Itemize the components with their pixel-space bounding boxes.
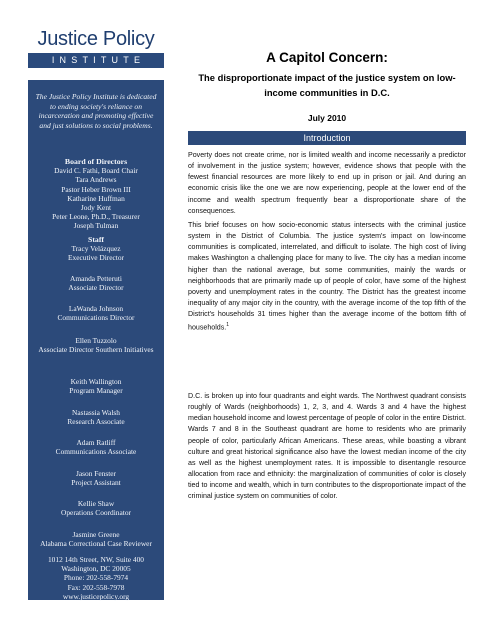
staff-role: Associate Director Southern Initiatives	[38, 345, 154, 355]
staff-role: Research Associate	[67, 417, 125, 427]
address-line: 1012 14th Street, NW, Suite 400	[47, 555, 144, 564]
website-link[interactable]: www.justicepolicy.org	[62, 591, 130, 601]
paragraph	[188, 220, 466, 334]
paragraph-text: This brief focuses on how socio-economic status intersects with the criminal justice system in the District of Columbia. The justice system's impact on low-income communities is complicated, interrelated, and difficult to isolate. The high cost of living makes Washington a challenging place for many to live. The city has a median income higher than the national average, but some communities, mainly the wards or neighborhoods that are primarily made up of people of color, have some of the highest poverty and unemployment rates in the country. The District has the greatest income inequality of any major city in the country, with the average income of the top fifth of the District's households 31 times higher than the average income of the bottom fifth of households.	[188, 221, 466, 332]
paragraph-text: Poverty does not create crime, nor is limited wealth and income necessarily a predictor of involvement in the justice system; however, evidence shows that people with the fewest financial resources are more likely to end up in prison or jail. And during an economic crisis like the one we are now experiencing, people at the lower end of the income and wealth spectrum frequently bear a disproportionate share of the consequences.	[188, 151, 466, 215]
paragraph	[188, 150, 466, 217]
staff-role: Project Assistant	[71, 478, 121, 488]
staff-entry	[30, 244, 162, 262]
phone-number: Phone: 202-558-7974	[63, 573, 129, 583]
board-member: Katharine Huffman	[67, 193, 125, 203]
board-member: Tara Andrews	[75, 175, 117, 185]
fax-number: Fax: 202-558-7978	[67, 582, 125, 592]
staff-name: LaWanda Johnson	[68, 304, 124, 313]
board-member: Peter Leone, Ph.D., Treasurer	[52, 212, 140, 222]
staff-role: Associate Director	[68, 283, 124, 293]
paragraph	[188, 391, 466, 503]
staff-role: Operations Coordinator	[61, 508, 131, 518]
section-heading-introduction: Introduction	[188, 131, 466, 145]
board-heading: Board of Directors	[64, 157, 128, 166]
board-member: Pastor Heber Brown III	[61, 184, 131, 194]
mission-statement: The Justice Policy Institute is dedicated to ending society's reliance on incarceration and promoting effective and just solutions to social problems.	[35, 92, 157, 130]
staff-entry	[30, 499, 162, 517]
staff-name: Kellie Shaw	[77, 499, 115, 508]
staff-entry	[30, 274, 162, 292]
board-member: Joseph Tulman	[73, 221, 119, 231]
address-line: Washington, DC 20005	[61, 564, 131, 574]
staff-role: Communications Director	[57, 313, 135, 323]
sidebar	[28, 80, 164, 600]
organization-logo	[28, 28, 164, 74]
document-subtitle: The disproportionate impact of the justice system on low-income communities in D.C.	[198, 72, 456, 98]
staff-name: Amanda Petteruti	[70, 274, 122, 283]
staff-name: Ellen Tuzzolo	[75, 336, 117, 345]
staff-entry	[30, 438, 162, 456]
staff-role: Communications Associate	[55, 447, 137, 457]
staff-entry	[30, 377, 162, 395]
logo-subtitle-bar: INSTITUTE	[28, 53, 164, 68]
logo-wordmark: Justice Policy	[37, 28, 155, 50]
board-of-directors	[30, 157, 162, 231]
staff-heading-block	[30, 235, 162, 244]
staff-role: Executive Director	[67, 253, 125, 263]
staff-role: Program Manager	[69, 386, 123, 396]
staff-entry	[30, 304, 162, 322]
staff-heading: Staff	[87, 235, 105, 244]
staff-name: Keith Wallington	[70, 377, 122, 386]
document-title: A Capitol Concern:	[266, 50, 388, 65]
staff-name: Jasmine Greene	[72, 530, 120, 539]
staff-entry	[30, 530, 162, 548]
staff-role: Alabama Correctional Case Reviewer	[40, 539, 152, 549]
footnote-marker[interactable]: 1	[226, 322, 230, 329]
board-member: David C. Fathi, Board Chair	[54, 166, 138, 176]
staff-name: Tracy Velázquez	[71, 244, 121, 253]
staff-name: Nastassia Walsh	[72, 408, 120, 417]
staff-name: Adam Ratliff	[76, 438, 116, 447]
document-date: July 2010	[307, 113, 347, 123]
board-member: Jody Kent	[80, 203, 112, 213]
staff-name: Jason Fenster	[75, 469, 117, 478]
staff-entry	[30, 469, 162, 487]
staff-entry	[30, 408, 162, 426]
staff-entry	[38, 336, 154, 354]
contact-info	[30, 555, 162, 601]
paragraph-text: D.C. is broken up into four quadrants and eight wards. The Northwest quadrant consists roughly of Wards (neighborhoods) 1, 2, 3, and 4. Wards 3 and 4 have the highest median household income and lowest percentage of people of color in the entire District. Wards 7 and 8 in the Southeast quadrant are home to residents who are primarily people of color, particularly African Americans. These areas, while boasting a vibrant culture and great historical significance also have the lowest median income of the city as well as the highest unemployment rates. It is impossible to disentangle resource allocation from race and ethnicity: the marginalization of communities of color is closely tied to income and wealth, which in turn contributes to the disproportionate impact of the criminal justice system on communities of color.	[188, 392, 466, 501]
